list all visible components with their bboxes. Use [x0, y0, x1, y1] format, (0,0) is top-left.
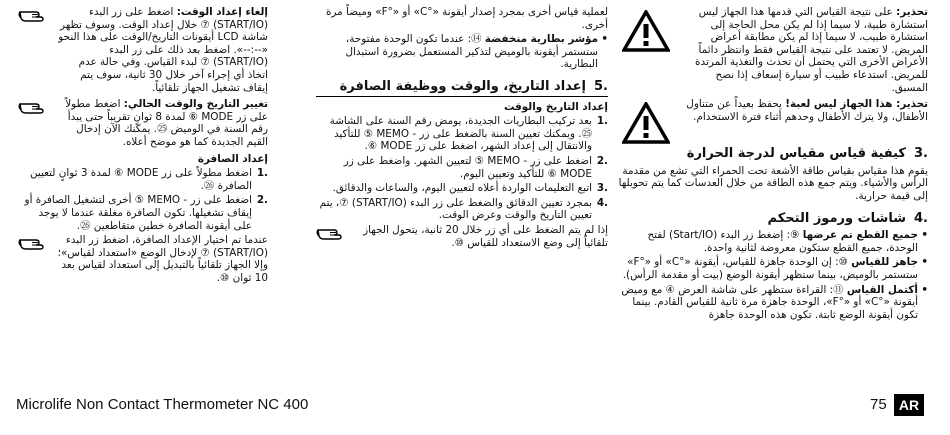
- section-5-title: إعداد التاريخ، والوقت ووظيفة الصافرة: [339, 78, 586, 94]
- date-time-steps: [316, 115, 608, 222]
- list-item: .2 اضغط على زر - MEMO ⑤ لتعيين الشهر. واضغط على زر MODE ⑥ للتأكيد وتعيين اليوم.: [343, 154, 608, 180]
- warning-1-label: تحذير:: [896, 6, 928, 18]
- note-auto-standby-text: إذا لم يتم الضغط على أي زر خلال 20 ثانية، يتحول الجهاز تلقائياً إلى وضع الاستعداد للقياس ⑩.: [363, 223, 608, 249]
- section-4-heading: [618, 210, 928, 226]
- footer-product-name: Microlife Non Contact Thermometer NC 400: [16, 396, 309, 413]
- date-time-subtitle: إعداد التاريخ والوقت: [503, 100, 608, 113]
- section-5-heading: [316, 78, 608, 97]
- warning-1-text: على نتيجة القياس التي قدمها هذا الجهاز ليس استشارة طبية، لا سيما إذا لم يكن محل الحاجة إلى استشارة طبيب، لا سيما إذا لم يكن مطابقة أعراض المريض. لا تعتمد على نتيجة القياس فقط وانتظر دائماً الأعراض الأخرى التي يحتمل أن تحدث والتغذية المرتدة للمريض. استدعاء طبيب أو سيارة إسعاف إذا نصح المسبق.: [695, 6, 928, 94]
- section-5-number: .5: [594, 78, 608, 94]
- warning-icon: [622, 102, 670, 144]
- note-change-date-time: تغيير التاريخ والوقت الحالي: اضغط مطولاً على زر MODE ⑥ لمدة 8 ثوانٍ تقريباً حتى يبدأ رقم السنة في الوميض ㉕. يمكنك الآن إدخال القيم الجديدة كما هو موضح أعلاه.: [18, 98, 268, 148]
- list-item: .1 بعد تركيب البطاريات الجديدة، يومض رقم السنة على الشاشة ㉕. ويمكنك تعيين السنة بالضغط على زر - MEMO ⑤ للتأكيد والانتقال إلى إعداد الشهر، اضغط على زر MODE ⑥.: [329, 115, 608, 153]
- section-4-number: .4: [914, 210, 928, 226]
- note-cancel-time: إلغاء إعداد الوقت: اضغط على زر البدء (START/IO) ⑦ خلال إعداد الوقت. وسوف تظهر شاشة LCD أيقونات التاريخ/الوقت على هذا النحو «--:--». اضغط بعد ذلك على زر البدء (START/IO) ⑦ لبدء القياس. وفي حالة عدم اتخاذ أي إجراء آخر خلال 30 ثانية، سوف يتم إيقاف تشغيل الجهاز تلقائياً.: [18, 6, 268, 94]
- pointing-hand-icon: [316, 224, 348, 242]
- section-4-title: شاشات ورموز التحكم: [767, 210, 906, 226]
- language-badge: AR: [894, 394, 924, 416]
- list-item: .4 بمجرد تعيين الدقائق والضغط على زر البدء (START/IO) ⑦، يتم تعيين التاريخ والوقت وعرض الوقت.: [319, 196, 608, 222]
- note-beeper-standby-text: عندما تم اختيار الإعداد الصافرة، اضغط زر البدء (START/IO) ⑦ لإدخال الوضع «استعداد لقياس»؛ وإلا الجهاز تلقائياً بالتبديل إلى استعداد لقياس بعد 10 ثوان ⑩.: [57, 234, 268, 284]
- list-item: • جاهز للقياس ⑩: إن الوحدة جاهزة للقياس، أيقونة «°C» أو «°F» ستستمر بالوميض، بينما ستظهر أيقونة الوضع (بيت أو مقدمة الرأس).: [618, 256, 928, 281]
- note-beeper-standby: [18, 234, 268, 284]
- left-column: [18, 6, 268, 288]
- section-3-heading: [618, 148, 928, 161]
- list-item: .3 اتبع التعليمات الواردة أعلاه لتعيين اليوم، والساعات والدقائق.: [332, 182, 608, 195]
- warning-icon: [622, 10, 670, 52]
- right-column: [618, 6, 928, 323]
- battery-list: [316, 33, 608, 71]
- page-number: 75: [870, 396, 887, 413]
- warning-1: [618, 6, 928, 94]
- note-auto-standby: [316, 224, 608, 249]
- beeper-subtitle: إعداد الصافرة: [197, 152, 268, 165]
- list-item: • أكتمل القياس ⑪: القراءة ستظهر على شاشة العرض ④ مع وميض أيقونة «°C» أو «°F»، الوحدة جاهزة مرة ثانية للقياس القادم. بينما تكون أيقونة الوضع ثابتة. تكون هذه الوحدة جاهزة: [618, 284, 928, 322]
- pointing-hand-icon: [18, 98, 50, 116]
- section-3-body: يقوم هذا مقياس بقياس طاقة الأشعة تحت الحمراء التي تشع من مقدمة الرأس والأشياء. ويتم جمع هذه الطاقة من خلال العدسات كما يتم تحويلها إلى قيمة حرارية.: [618, 164, 928, 202]
- beeper-steps: [18, 167, 268, 232]
- warning-2: [618, 98, 928, 138]
- list-item: • مؤشر بطارية منخفضة ⑭: عندما تكون الوحدة مفتوحة، ستستمر أيقونة بالوميض لتذكير المستعمل بضرورة استبدال البطارية.: [316, 33, 608, 71]
- pointing-hand-icon: [18, 6, 50, 24]
- warning-2-text: يحفظ بعيداً عن متناول الأطفال، ولا يترك الأطفال وحدهم أثناء فترة الاستخدام.: [686, 98, 928, 123]
- section-3-number: .3: [914, 146, 928, 162]
- pointing-hand-icon: [18, 234, 50, 252]
- list-item: • جميع القطع تم عرضها ⑨: إضغط زر البدء (Start/IO) لفتح الوحدة، جميع القطع ستكون معروضة لثانية واحدة.: [618, 229, 928, 254]
- list-item: .2 اضغط على زر - MEMO ⑤ أخرى لتشغيل الصافرة أو إيقاف تشغيلها. تكون الصافرة مغلقة عندما لا يوجد على أيقونة الصافرة خطين متقاطعين ㉖.: [24, 194, 268, 232]
- section-3-title: كيفية قياس مقياس لدرجة الحرارة: [686, 146, 906, 162]
- middle-intro: لعملية قياس أخرى بمجرد إصدار أيقونة «°C» أو «°F» وميضاً مرة أخرى.: [325, 6, 608, 31]
- warning-2-label: تحذير: هذا الجهاز ليس لعبة!: [785, 98, 928, 111]
- section-4-list: [618, 229, 928, 321]
- list-item: .1 اضغط مطولاً على زر MODE ⑥ لمدة 3 ثوانٍ لتعيين الصافرة ㉖.: [29, 167, 268, 192]
- middle-column: [316, 6, 608, 253]
